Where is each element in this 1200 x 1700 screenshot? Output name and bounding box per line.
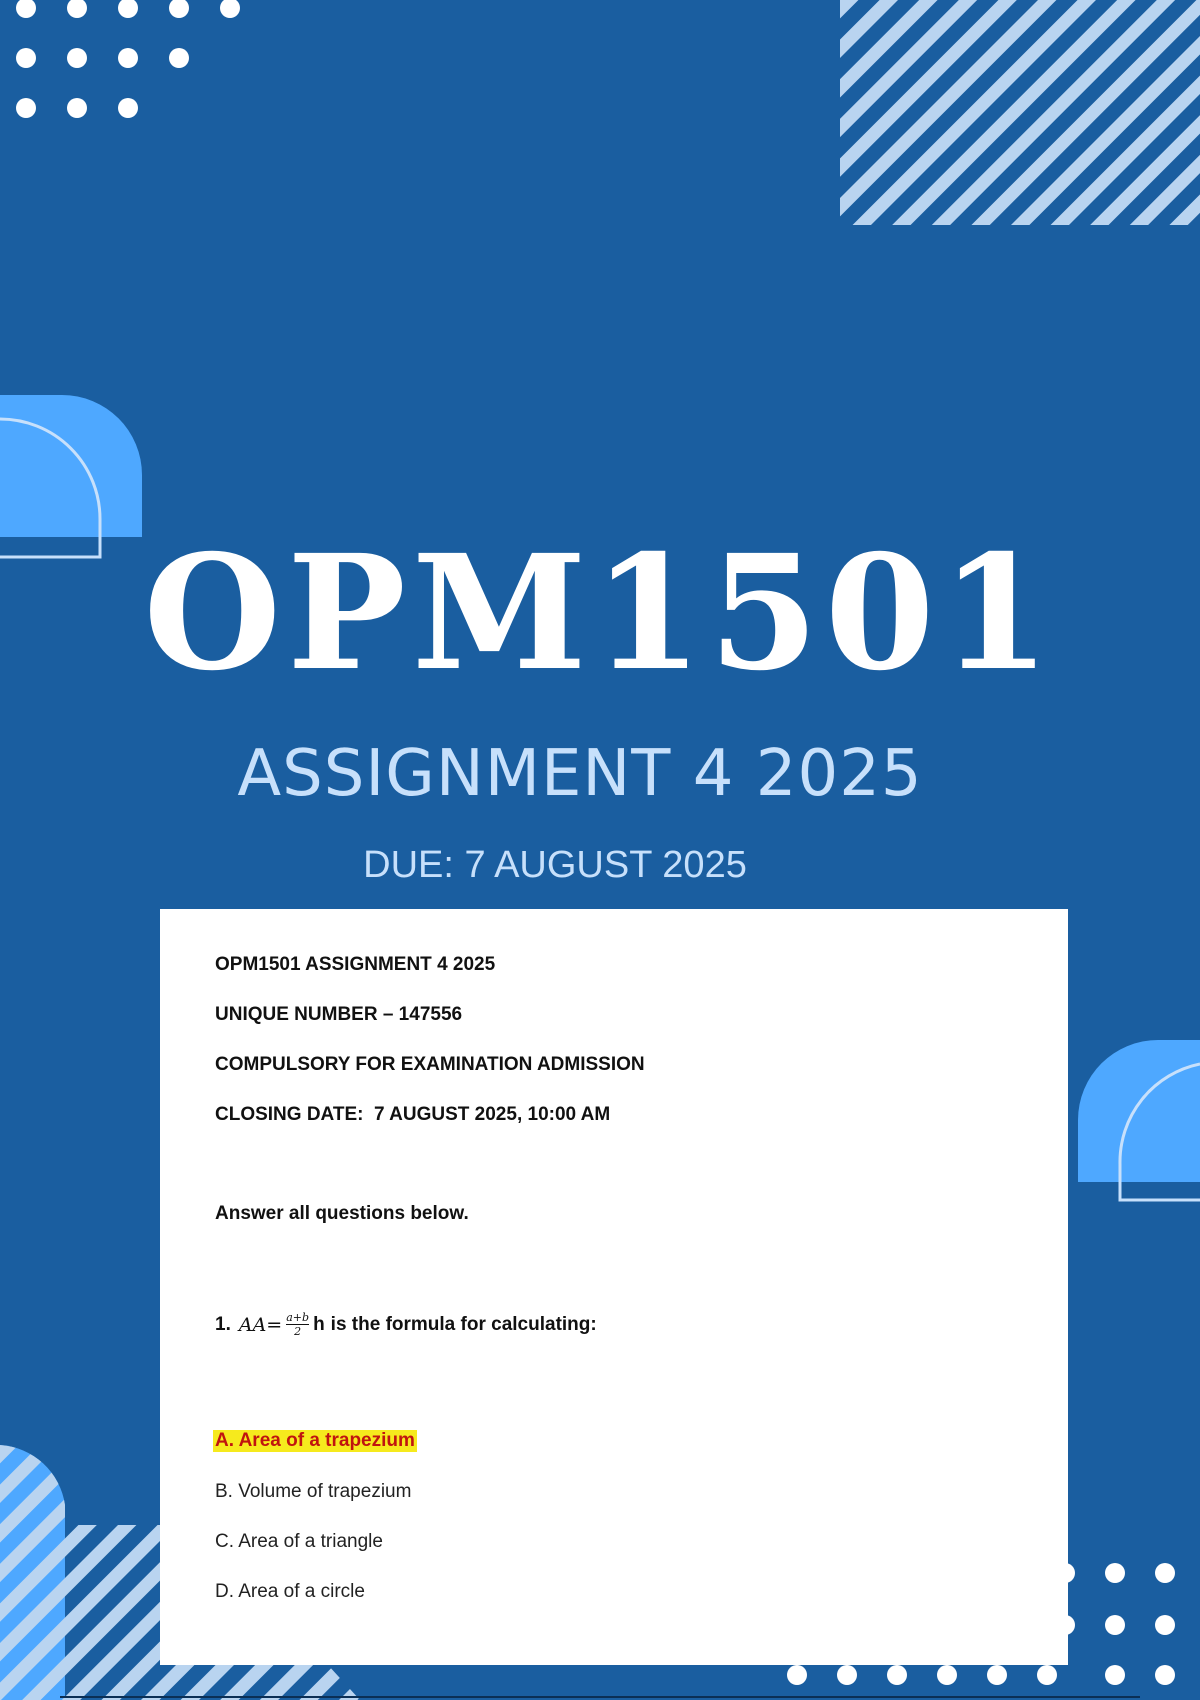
doc-header-line: COMPULSORY FOR EXAMINATION ADMISSION xyxy=(215,1054,645,1075)
doc-header-line: OPM1501 ASSIGNMENT 4 2025 xyxy=(215,954,496,975)
question-1 xyxy=(215,1311,597,1338)
option-c: C. Area of a triangle xyxy=(215,1531,383,1552)
doc-header-line: CLOSING DATE: 7 AUGUST 2025, 10:00 AM xyxy=(215,1104,611,1125)
option-b: B. Volume of trapezium xyxy=(215,1481,412,1502)
bottom-rule xyxy=(60,1696,1140,1698)
formula xyxy=(239,1311,313,1338)
assignment-subtitle: ASSIGNMENT 4 2025 xyxy=(237,737,923,811)
formula-lhs: AA= xyxy=(238,1313,283,1336)
formula-fraction xyxy=(286,1311,309,1338)
formula-suffix: h xyxy=(313,1313,325,1335)
formula-denominator: 2 xyxy=(294,1325,302,1338)
question-text: is the formula for calculating: xyxy=(330,1313,597,1335)
quarter-circle-right xyxy=(1078,1040,1200,1205)
due-date: DUE: 7 AUGUST 2025 xyxy=(363,844,747,886)
formula-numerator: a+b xyxy=(286,1311,310,1324)
question-number: 1. xyxy=(215,1313,231,1335)
dot-pattern-top-left xyxy=(0,0,260,130)
instruction-text: Answer all questions below. xyxy=(215,1203,469,1224)
document-preview-card xyxy=(160,909,1068,1665)
striped-semicircle-top-right xyxy=(840,0,1200,225)
option-d: D. Area of a circle xyxy=(215,1581,365,1602)
course-code-title: OPM1501 xyxy=(143,521,1057,706)
option-a: A. Area of a trapezium xyxy=(215,1430,415,1451)
doc-header-line: UNIQUE NUMBER – 147556 xyxy=(215,1004,463,1025)
